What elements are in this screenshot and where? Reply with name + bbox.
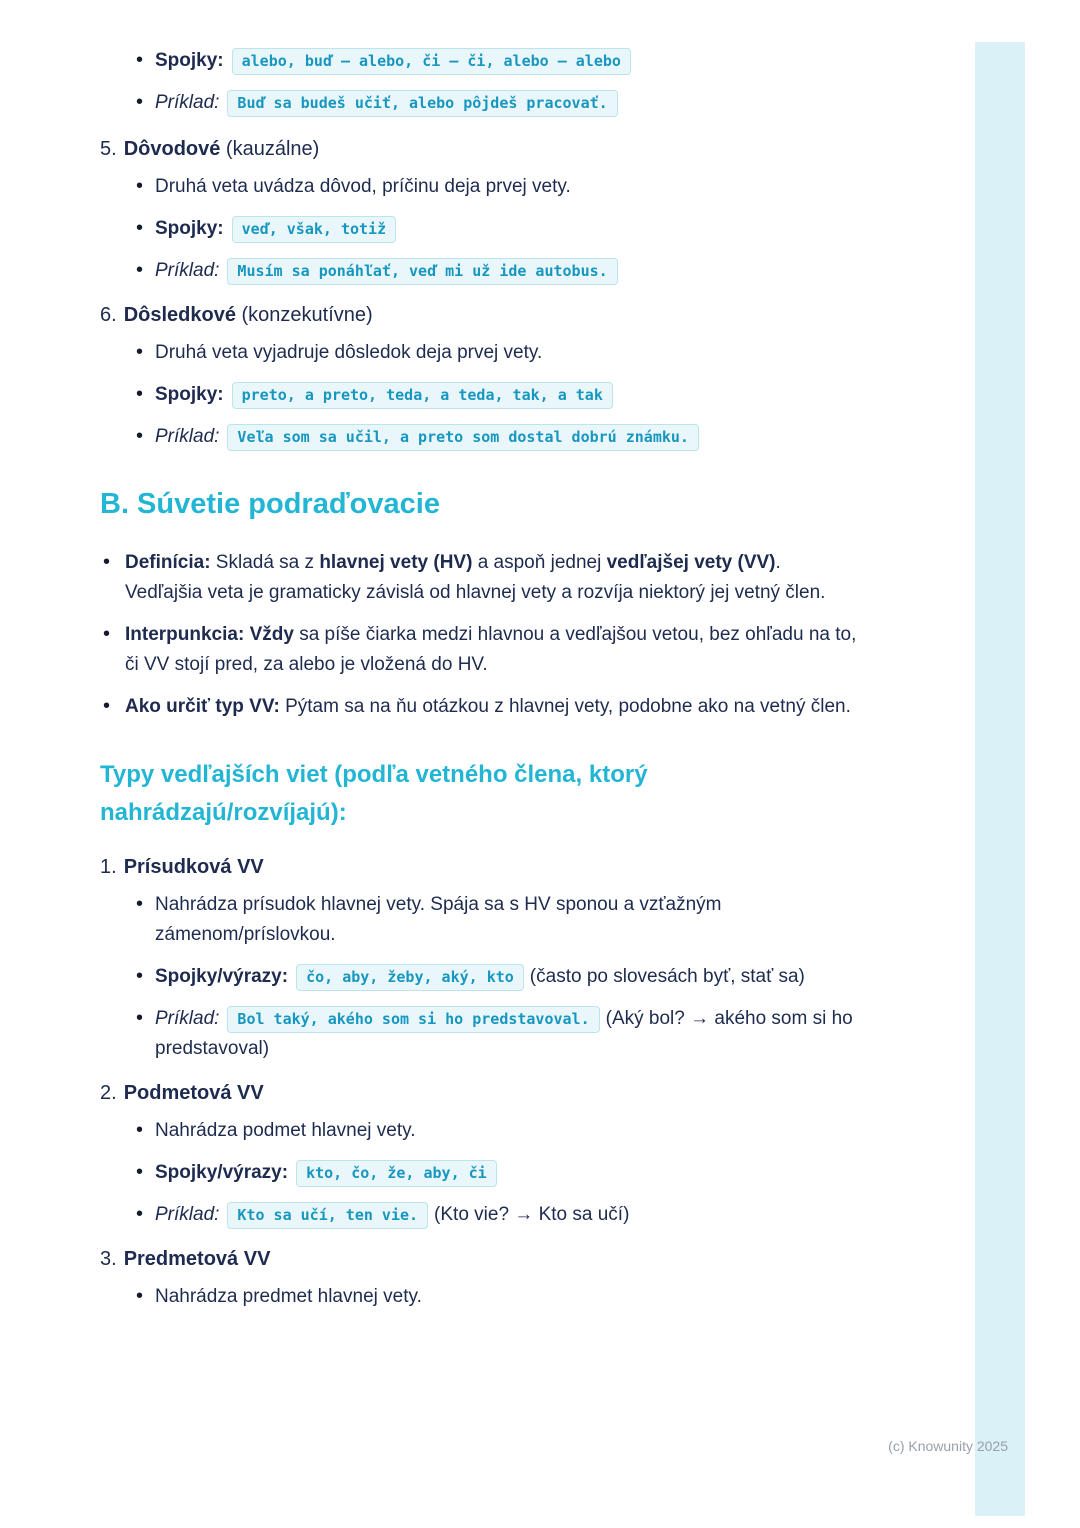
- list-item: [100, 620, 860, 680]
- section-b-bullet-list: [100, 548, 860, 722]
- copyright-footer: (c) Knowunity 2025: [888, 1438, 1008, 1454]
- list-item: [133, 890, 860, 950]
- text-segment: Nahrádza prísudok hlavnej vety. Spája sa s HV sponou a vzťažným zámenom/príslovkou.: [155, 894, 722, 945]
- lead-bullet-list: [133, 46, 860, 118]
- numbered-heading: [100, 1078, 860, 1108]
- list-item: [133, 214, 860, 244]
- code-chip: alebo, buď – alebo, či – či, alebo – alebo: [232, 48, 631, 75]
- text-segment: (Kto vie? → Kto sa učí): [434, 1204, 630, 1225]
- text-segment: hlavnej vety (HV): [319, 552, 473, 573]
- right-accent-stripe: [975, 42, 1025, 1516]
- text-segment: Definícia:: [125, 552, 211, 573]
- type-item-3: [100, 1244, 860, 1312]
- page-content: [100, 46, 860, 1324]
- item-title-suffix: (kauzálne): [220, 138, 320, 160]
- text-segment: Spojky/výrazy:: [155, 966, 289, 987]
- numbered-heading: [100, 300, 860, 330]
- list-item: [133, 88, 860, 118]
- subsection-heading: Typy vedľajších viet (podľa vetného člena, ktorý nahrádzajú/rozvíjajú):: [100, 761, 648, 826]
- type-item-1: [100, 852, 860, 1064]
- text-segment: Príklad:: [155, 1008, 220, 1029]
- list-item: [133, 1282, 860, 1312]
- code-chip: Musím sa ponáhľať, veď mi už ide autobus.: [227, 258, 617, 285]
- item-title: Predmetová VV: [123, 1248, 271, 1270]
- bullet-list: [133, 1116, 860, 1230]
- type-item-2: [100, 1078, 860, 1230]
- item-title-suffix: (konzekutívne): [235, 304, 373, 326]
- text-segment: (Aký bol? → akého som si ho predstavoval): [155, 1008, 853, 1059]
- text-segment: Spojky:: [155, 50, 224, 71]
- list-item: [133, 1200, 860, 1230]
- section-heading: B. Súvetie podraďovacie: [100, 488, 440, 520]
- code-chip: Buď sa budeš učiť, alebo pôjdeš pracovať.: [227, 90, 617, 117]
- list-item: [100, 548, 860, 608]
- item-title: Dôsledkové: [123, 304, 236, 326]
- text-segment: Druhá veta vyjadruje dôsledok deja prvej vety.: [155, 342, 543, 363]
- text-segment: sa píše čiarka medzi hlavnou a vedľajšou vetou, bez ohľadu na to, či VV stojí pred, za alebo je vložená do HV.: [125, 624, 857, 675]
- item-title: Prísudková VV: [123, 856, 264, 878]
- text-segment: Druhá veta uvádza dôvod, príčinu deja prvej vety.: [155, 176, 571, 197]
- list-item: [133, 46, 860, 76]
- bullet-list: [133, 338, 860, 452]
- item-number: 2.: [100, 1082, 117, 1104]
- text-segment: Spojky:: [155, 384, 224, 405]
- bullet-list: [133, 172, 860, 286]
- list-item: [133, 172, 860, 202]
- item-number: 3.: [100, 1248, 117, 1270]
- item-number: 5.: [100, 138, 117, 160]
- code-chip: čo, aby, žeby, aký, kto: [296, 964, 524, 991]
- text-segment: Príklad:: [155, 92, 220, 113]
- item-title: Dôvodové: [123, 138, 221, 160]
- numbered-section-6: [100, 300, 860, 452]
- text-segment: vedľajšej vety (VV): [606, 552, 776, 573]
- text-segment: Spojky:: [155, 218, 224, 239]
- text-segment: a aspoň jednej: [472, 552, 607, 573]
- list-item: [133, 338, 860, 368]
- item-title: Podmetová VV: [123, 1082, 264, 1104]
- text-segment: Skladá sa z: [210, 552, 320, 573]
- text-segment: Interpunkcia: Vždy: [125, 624, 294, 645]
- code-chip: Bol taký, akého som si ho predstavoval.: [227, 1006, 599, 1033]
- numbered-heading: [100, 1244, 860, 1274]
- code-chip: preto, a preto, teda, a teda, tak, a tak: [232, 382, 613, 409]
- text-segment: Príklad:: [155, 1204, 220, 1225]
- text-segment: Nahrádza predmet hlavnej vety.: [155, 1286, 422, 1307]
- text-segment: Spojky/výrazy:: [155, 1162, 289, 1183]
- text-segment: Nahrádza podmet hlavnej vety.: [155, 1120, 416, 1141]
- list-item: [133, 1158, 860, 1188]
- bullet-list: [133, 1282, 860, 1312]
- list-item: [133, 1004, 860, 1064]
- text-segment: Príklad:: [155, 260, 220, 281]
- text-segment: Ako určiť typ VV:: [125, 696, 280, 717]
- text-segment: (často po slovesách byť, stať sa): [529, 966, 805, 987]
- list-item: [133, 1116, 860, 1146]
- list-item: [133, 422, 860, 452]
- numbered-section-5: [100, 134, 860, 286]
- list-item: [133, 256, 860, 286]
- text-segment: . Vedľajšia veta je gramaticky závislá od hlavnej vety a rozvíja niektorý jej vetný člen.: [125, 552, 826, 603]
- list-item: [133, 380, 860, 410]
- text-segment: Pýtam sa na ňu otázkou z hlavnej vety, podobne ako na vetný člen.: [279, 696, 851, 717]
- item-number: 6.: [100, 304, 117, 326]
- list-item: [100, 692, 860, 722]
- code-chip: veď, však, totiž: [232, 216, 397, 243]
- bullet-list: [133, 890, 860, 1064]
- list-item: [133, 962, 860, 992]
- numbered-heading: [100, 852, 860, 882]
- numbered-heading: [100, 134, 860, 164]
- text-segment: Príklad:: [155, 426, 220, 447]
- code-chip: kto, čo, že, aby, či: [296, 1160, 497, 1187]
- code-chip: Kto sa učí, ten vie.: [227, 1202, 428, 1229]
- item-number: 1.: [100, 856, 117, 878]
- code-chip: Veľa som sa učil, a preto som dostal dobrú známku.: [227, 424, 699, 451]
